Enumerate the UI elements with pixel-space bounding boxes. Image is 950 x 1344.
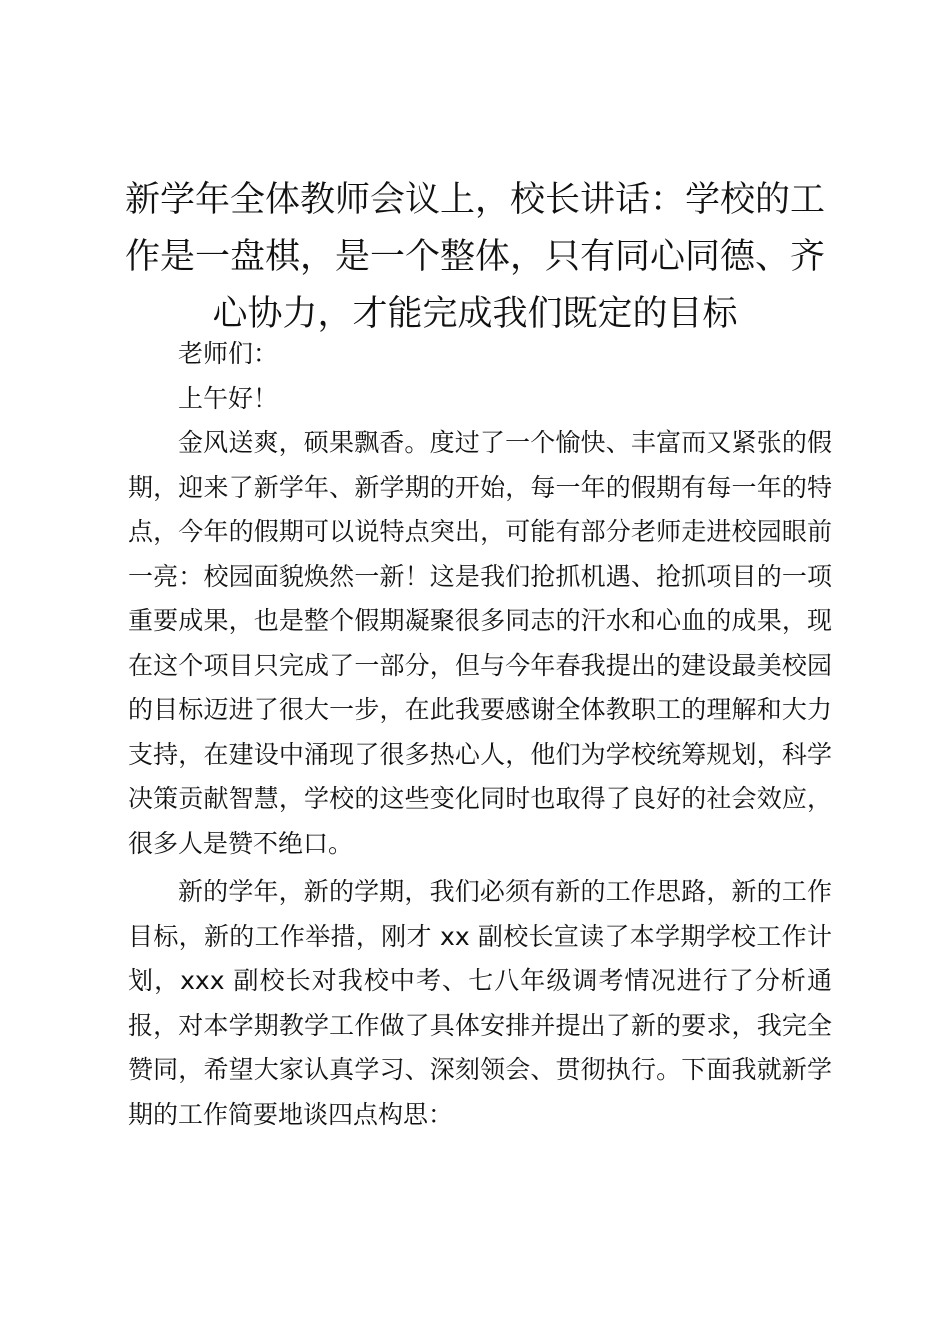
greeting: 上午好！ bbox=[178, 383, 279, 413]
salutation: 老师们： bbox=[178, 339, 279, 368]
body-paragraph-2: 新的学年，新的学期，我们必须有新的工作思路，新的工作目标，新的工作举措，刚才 xx 副校长宣读了本学期学校工作计划，xxx 副校长对我校中考、七八年级调考情况进行了分析通报，对本学期教学工作做了具体安排并提出了新的要求，我完全赞同，希望大家认真学习、深刻领会、贯彻执行。下面我就新学期的工作简要地谈四点构思： bbox=[128, 877, 832, 1129]
body-paragraph-1: 金风送爽，硕果飘香。度过了一个愉快、丰富而又紧张的假期，迎来了新学年、新学期的开始，每一年的假期有每一年的特点，今年的假期可以说特点突出，可能有部分老师走进校园眼前一亮：校园面貌焕然一新！这是我们抢抓机遇、抢抓项目的一项重要成果，也是整个假期凝聚很多同志的汗水和心血的成果，现在这个项目只完成了一部分，但与今年春我提出的建设最美校园的目标迈进了很大一步，在此我要感谢全体教职工的理解和大力支持，在建设中涌现了很多热心人，他们为学校统筹规划，科学决策贡献智慧，学校的这些变化同时也取得了良好的社会效应，很多人是赞不绝口。 bbox=[128, 428, 832, 858]
document-title: 新学年全体教师会议上，校长讲话：学校的工作是一盘棋，是一个整体，只有同心同德、齐心协力，才能完成我们既定的目标 bbox=[124, 180, 825, 334]
document-body bbox=[128, 332, 832, 1137]
